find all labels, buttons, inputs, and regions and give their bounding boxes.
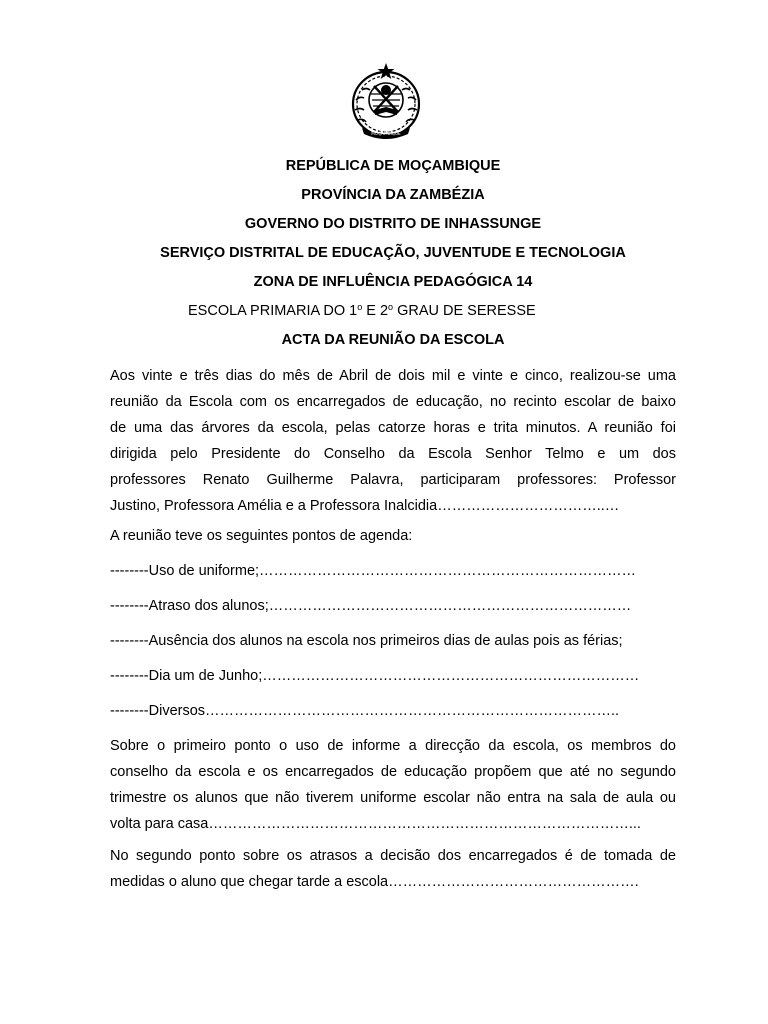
paragraph-line: trimestre os alunos que não tiverem uniforme escolar não entra na sala de aula ou (110, 790, 676, 806)
agenda-item: --------Uso de uniforme;…………………………………………………………………… (110, 563, 637, 579)
paragraph-line: conselho da escola e os encarregados de educação propõem que até no segundo (110, 764, 676, 780)
document-title: ACTA DA REUNIÃO DA ESCOLA (281, 332, 505, 348)
paragraph-line: medidas o aluno que chegar tarde a escola……………………………………………. (110, 874, 639, 890)
paragraph-line: No segundo ponto sobre os atrasos a decisão dos encarregados é de tomada de (110, 848, 676, 864)
agenda-item: --------Atraso dos alunos;………………………………………………………………… (110, 598, 632, 614)
paragraph-line: Justino, Professora Amélia e a Professora Inalcidia……………………………..… (110, 498, 620, 514)
paragraph-line: de uma das árvores da escola, pelas catorze horas e trita minutos. A reunião foi (110, 420, 676, 436)
agenda-item: --------Diversos………………………………………………………………………….. (110, 703, 620, 719)
paragraph-line: professores Renato Guilherme Palavra, participaram professores: Professor (110, 472, 676, 488)
agenda-intro: A reunião teve os seguintes pontos de agenda: (110, 528, 413, 544)
header-district-government: GOVERNO DO DISTRITO DE INHASSUNGE (244, 216, 542, 232)
header-province: PROVÍNCIA DA ZAMBÉZIA (301, 187, 485, 203)
paragraph-line: volta para casa……………………………………………………………………………... (110, 816, 641, 832)
header-republic: REPÚBLICA DE MOÇAMBIQUE (285, 158, 501, 174)
coat-of-arms-icon (348, 60, 424, 142)
svg-text:MOÇAMBIQUE: MOÇAMBIQUE (371, 131, 401, 136)
agenda-item: --------Dia um de Junho;…………………………………………………………………… (110, 668, 640, 684)
paragraph-line: reunião da Escola com os encarregados de educação, no recinto escolar de baixo (110, 394, 676, 410)
paragraph-line: Sobre o primeiro ponto o uso de informe a direcção da escola, os membros do (110, 738, 676, 754)
point-one-paragraph (110, 733, 676, 837)
header-district-service: SERVIÇO DISTRITAL DE EDUCAÇÃO, JUVENTUDE E TECNOLOGIA (160, 245, 626, 261)
agenda-item: --------Ausência dos alunos na escola nos primeiros dias de aulas pois as férias; (110, 633, 623, 649)
school-name: ESCOLA PRIMARIA DO 1$^o$ E 2$^o$ GRAU DE SERESSE (188, 302, 536, 319)
paragraph-line: dirigida pelo Presidente do Conselho da Escola Senhor Telmo e um dos (110, 446, 676, 462)
intro-paragraph (110, 363, 676, 519)
header-pedagogical-zone: ZONA DE INFLUÊNCIA PEDAGÓGICA 14 (253, 274, 533, 290)
point-two-paragraph (110, 843, 676, 895)
paragraph-line: Aos vinte e três dias do mês de Abril de dois mil e vinte e cinco, realizou-se uma (110, 368, 676, 384)
